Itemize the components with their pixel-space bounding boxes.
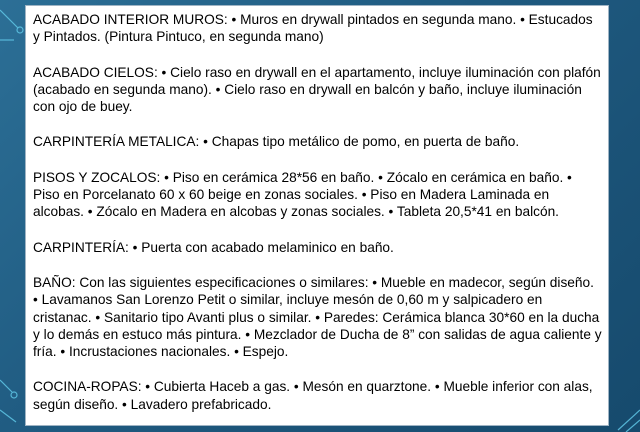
specifications-panel [25,5,609,426]
spec-paragraph-floors-baseboards: PISOS Y ZOCALOS: • Piso en cerámica 28*56 en baño. • Zócalo en cerámica en baño. • Piso en Porcelanato 60 x 60 beige en zonas sociales. • Piso en Madera Laminada en alcobas. • Zócalo en Madera en alcobas y zonas sociales. • Tableta 20,5*41 en balcón. [33,169,572,220]
spec-paragraph-interior-walls: ACABADO INTERIOR MUROS: • Muros en drywall pintados en segunda mano. • Estucados y Pintados. (Pintura Pintuco, en segunda mano) [33,12,593,45]
spec-paragraph-carpentry: CARPINTERÍA: • Puerta con acabado melaminico en baño. [33,239,394,255]
spec-paragraph-ceilings: ACABADO CIELOS: • Cielo raso en drywall en el apartamento, incluye iluminación con plafón (acabado en segunda mano). • Cielo raso en drywall en balcón y baño, incluye iluminación con ojo de buey. [33,64,601,115]
spec-paragraph-bathroom: BAÑO: Con las siguientes especificaciones o similares: • Mueble en madecor, según diseño. • Lavamanos San Lorenzo Petit o similar, incluye mesón de 0,60 m y salpicadero en cristanac. • Sanitario tipo Avanti plus o similar. • Paredes: Cerámica blanca 30*60 en la ducha y lo demás en estuco más pintura. • Mezclador de Ducha de 8” con salidas de agua caliente y fría. • Incrustaciones nacionales. • Espejo. [33,274,602,360]
spec-paragraph-metal-carpentry: CARPINTERÍA METALICA: • Chapas tipo metálico de pomo, en puerta de baño. [33,134,520,150]
spec-paragraph-kitchen-laundry: COCINA-ROPAS: • Cubierta Haceb a gas. • Mesón en quarztone. • Mueble inferior con alas, según diseño. • Lavadero prefabricado. [33,379,593,412]
